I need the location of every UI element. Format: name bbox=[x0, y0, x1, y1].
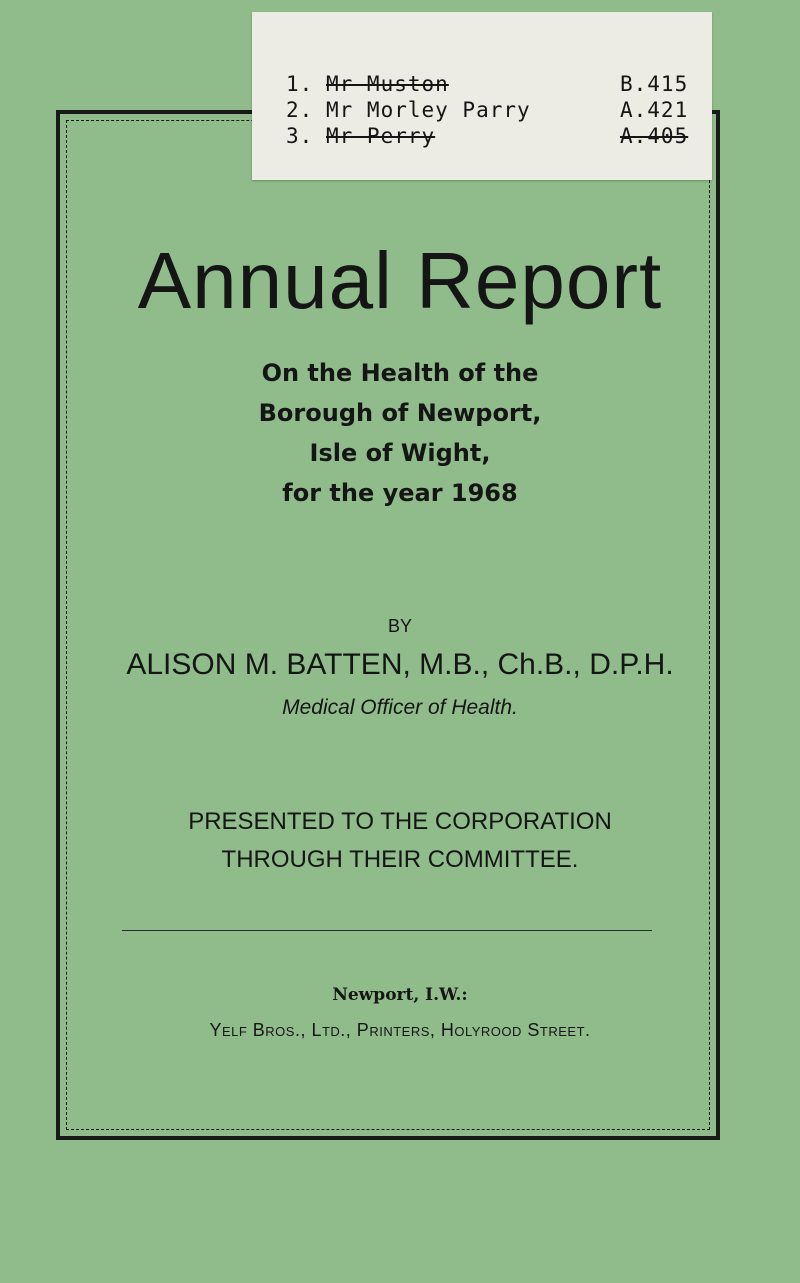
presentation-line: THROUGH THEIR COMMITTEE. bbox=[221, 846, 579, 873]
presentation-line: PRESENTED TO THE CORPORATION bbox=[188, 808, 612, 835]
report-title: Annual Report bbox=[137, 236, 663, 325]
place-imprint: Newport, I.W.: bbox=[332, 985, 468, 1005]
presentation-note bbox=[0, 803, 800, 879]
report-subtitle bbox=[0, 353, 800, 513]
subtitle-line: On the Health of the bbox=[261, 359, 539, 387]
entry-name: Mr Muston bbox=[326, 72, 449, 96]
author-name: ALISON M. BATTEN, M.B., Ch.B., D.P.H. bbox=[126, 648, 674, 681]
entry-name: Mr Perry bbox=[326, 124, 436, 148]
printer-imprint: Yelf Bros., Ltd., Printers, Holyrood Street. bbox=[209, 1020, 591, 1040]
divider bbox=[122, 930, 652, 931]
circulation-label bbox=[252, 12, 712, 180]
label-entry-1 bbox=[286, 72, 689, 96]
by-label: BY bbox=[387, 616, 412, 636]
author-role: Medical Officer of Health. bbox=[282, 696, 518, 719]
entry-code: A.421 bbox=[620, 98, 689, 122]
entry-code: B.415 bbox=[620, 72, 689, 96]
label-entry-2 bbox=[286, 98, 689, 122]
entry-number: 1. bbox=[286, 72, 314, 96]
entry-name: Mr Morley Parry bbox=[326, 98, 531, 122]
subtitle-line: Isle of Wight, bbox=[309, 439, 491, 467]
subtitle-line: for the year 1968 bbox=[282, 479, 518, 507]
entry-number: 2. bbox=[286, 98, 314, 122]
subtitle-line: Borough of Newport, bbox=[258, 399, 542, 427]
entry-number: 3. bbox=[286, 124, 314, 148]
label-entry-3 bbox=[286, 124, 689, 148]
entry-code: A.405 bbox=[620, 124, 689, 148]
